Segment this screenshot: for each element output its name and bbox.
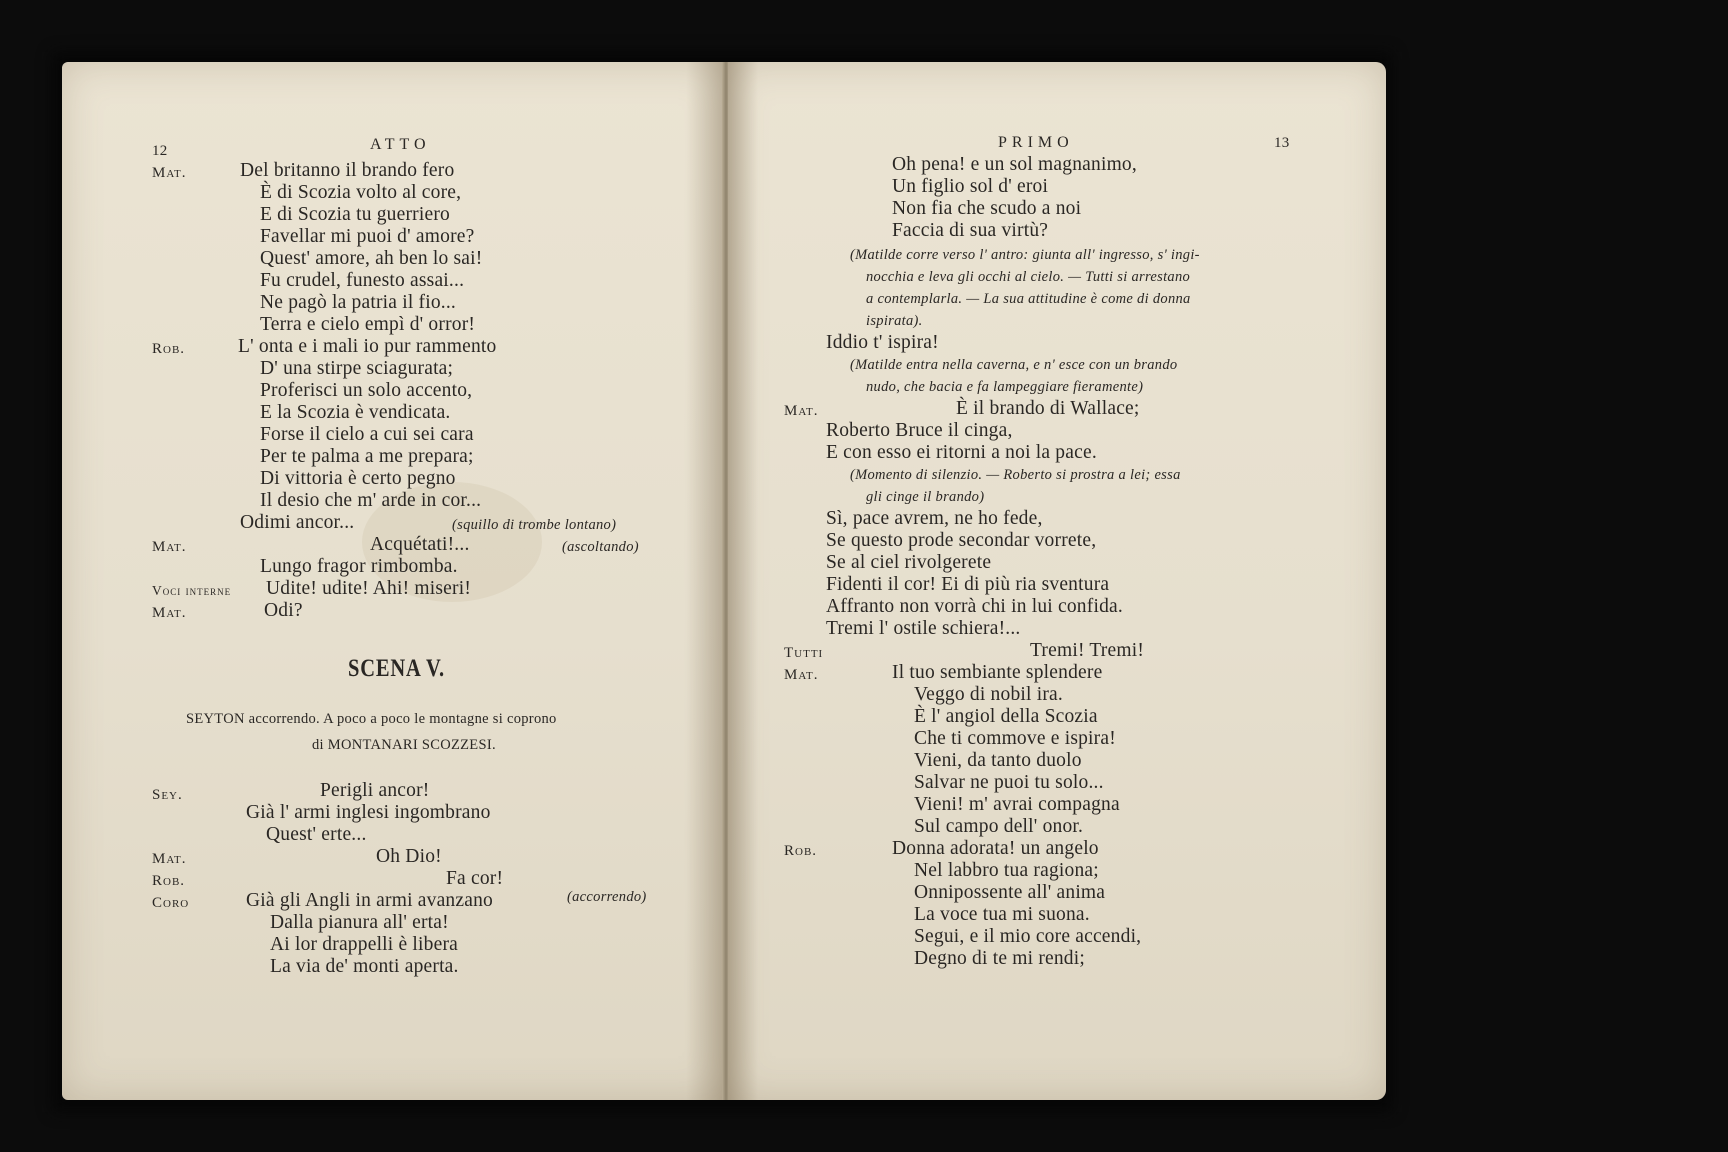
verse-line: Acquétati!... (370, 534, 470, 555)
speaker-label: Voci interne (152, 583, 232, 598)
speaker-label: Mat. (784, 403, 819, 419)
verse-line: Vieni, da tanto duolo (914, 750, 1082, 771)
speaker-label: Tutti (784, 645, 824, 661)
verse-line: Già l' armi inglesi ingombrano (246, 802, 491, 823)
stage-direction: (accorrendo) (567, 889, 647, 905)
speaker-label: Mat. (152, 605, 187, 621)
stage-direction: (Matilde entra nella caverna, e n' esce con un brando (850, 357, 1178, 373)
verse-line: Se al ciel rivolgerete (826, 552, 992, 573)
verse-line: Udite! udite! Ahi! miseri! (266, 578, 472, 599)
verse-line: Onnipossente all' anima (914, 882, 1106, 903)
speaker-label: Rob. (784, 843, 818, 859)
verse-line: Oh pena! e un sol magnanimo, (892, 154, 1137, 175)
stage-direction: (Matilde corre verso l' antro: giunta all' ingresso, s' ingi- (850, 247, 1200, 263)
verse-line: Odi? (264, 600, 303, 621)
verse-line: Fa cor! (446, 868, 504, 889)
verse-line: Segui, e il mio core accendi, (914, 926, 1142, 947)
running-head-left: ATTO (370, 136, 431, 153)
stage-direction: nocchia e leva gli occhi al cielo. — Tutti si arrestano (866, 269, 1191, 285)
verse-line: Affranto non vorrà chi in lui confida. (826, 596, 1123, 617)
verse-line: È l' angiol della Scozia (914, 706, 1098, 727)
verse-line: Sul campo dell' onor. (914, 816, 1084, 837)
verse-line: Quest' amore, ah ben lo sai! (260, 248, 483, 269)
speaker-label: Mat. (152, 851, 187, 867)
scene-description: SEYTON accorrendo. A poco a poco le montagne si coprono (186, 711, 557, 727)
verse-line: Che ti commove e ispira! (914, 728, 1116, 749)
speaker-label: Mat. (784, 667, 819, 683)
verse-line: È il brando di Wallace; (956, 398, 1140, 419)
verse-line: Terra e cielo empì d' orror! (260, 314, 476, 335)
verse-line: Di vittoria è certo pegno (260, 468, 456, 489)
verse-line: Oh Dio! (376, 846, 442, 867)
verse-line: Donna adorata! un angelo (892, 838, 1099, 859)
verse-line: E la Scozia è vendicata. (260, 402, 451, 423)
scene-title: SCENA V. (348, 655, 445, 682)
verse-line: Del britanno il brando fero (240, 160, 455, 181)
verse-line: Tremi l' ostile schiera!... (826, 618, 1021, 639)
verse-line: L' onta e i mali io pur rammento (238, 336, 497, 357)
verse-line: Odimi ancor... (240, 512, 355, 533)
verse-line: Degno di te mi rendi; (914, 948, 1085, 969)
verse-line: E di Scozia tu guerriero (260, 204, 450, 225)
verse-line: Ne pagò la patria il fio... (260, 292, 457, 313)
verse-line: Favellar mi puoi d' amore? (260, 226, 475, 247)
speaker-label: Rob. (152, 341, 186, 357)
verse-line: Il desio che m' arde in cor... (260, 490, 482, 511)
stage-direction: a contemplarla. — La sua attitudine è come di donna (866, 291, 1191, 307)
verse-line: Proferisci un solo accento, (260, 380, 473, 401)
verse-line: Già gli Angli in armi avanzano (246, 890, 493, 911)
verse-line: Il tuo sembiante splendere (892, 662, 1103, 683)
scene-description: di MONTANARI SCOZZESI. (312, 737, 496, 753)
stage-direction: (Momento di silenzio. — Roberto si prostra a lei; essa (850, 467, 1181, 483)
verse-line: Vieni! m' avrai compagna (914, 794, 1120, 815)
verse-line: È di Scozia volto al core, (260, 182, 462, 203)
verse-line: Tremi! Tremi! (1030, 640, 1145, 661)
running-head-right: PRIMO (998, 134, 1074, 151)
page-number-left: 12 (152, 143, 168, 159)
verse-line: Lungo fragor rimbomba. (260, 556, 458, 577)
left-page (62, 62, 726, 1100)
verse-line: Un figlio sol d' eroi (892, 176, 1049, 197)
speaker-label: Rob. (152, 873, 186, 889)
verse-line: Per te palma a me prepara; (260, 446, 474, 467)
speaker-label: Coro (152, 895, 190, 911)
verse-line: La voce tua mi suona. (914, 904, 1090, 925)
verse-line: Se questo prode secondar vorrete, (826, 530, 1097, 551)
verse-line: Faccia di sua virtù? (892, 220, 1049, 241)
verse-line: Non fia che scudo a noi (892, 198, 1082, 219)
speaker-label: Sey. (152, 787, 183, 803)
verse-line: Fidenti il cor! Ei di più ria sventura (826, 574, 1110, 595)
stage-direction: nudo, che bacia e fa lampeggiare fieramente) (866, 379, 1144, 395)
speaker-label: Mat. (152, 539, 187, 555)
verse-line: La via de' monti aperta. (270, 956, 459, 977)
right-page (728, 62, 1386, 1100)
verse-line: Roberto Bruce il cinga, (826, 420, 1013, 441)
verse-line: Salvar ne puoi tu solo... (914, 772, 1104, 793)
stage-direction: (squillo di trombe lontano) (452, 517, 617, 533)
verse-line: Quest' erte... (266, 824, 367, 845)
verse-line: E con esso ei ritorni a noi la pace. (826, 442, 1097, 463)
verse-line: Ai lor drappelli è libera (270, 934, 459, 955)
verse-line: D' una stirpe sciagurata; (260, 358, 454, 379)
verse-line: Fu crudel, funesto assai... (260, 270, 465, 291)
verse-line: Nel labbro tua ragiona; (914, 860, 1099, 881)
speaker-label: Mat. (152, 165, 187, 181)
verse-line: Iddio t' ispira! (826, 332, 939, 353)
page-number-right: 13 (1274, 135, 1290, 151)
verse-line: Perigli ancor! (320, 780, 430, 801)
stage-direction: gli cinge il brando) (866, 489, 985, 505)
verse-line: Veggo di nobil ira. (914, 684, 1063, 705)
verse-line: Sì, pace avrem, ne ho fede, (826, 508, 1043, 529)
verse-line: Dalla pianura all' erta! (270, 912, 449, 933)
stage-direction: ispirata). (866, 313, 923, 329)
stage-direction: (ascoltando) (562, 539, 639, 555)
verse-line: Forse il cielo a cui sei cara (260, 424, 474, 445)
